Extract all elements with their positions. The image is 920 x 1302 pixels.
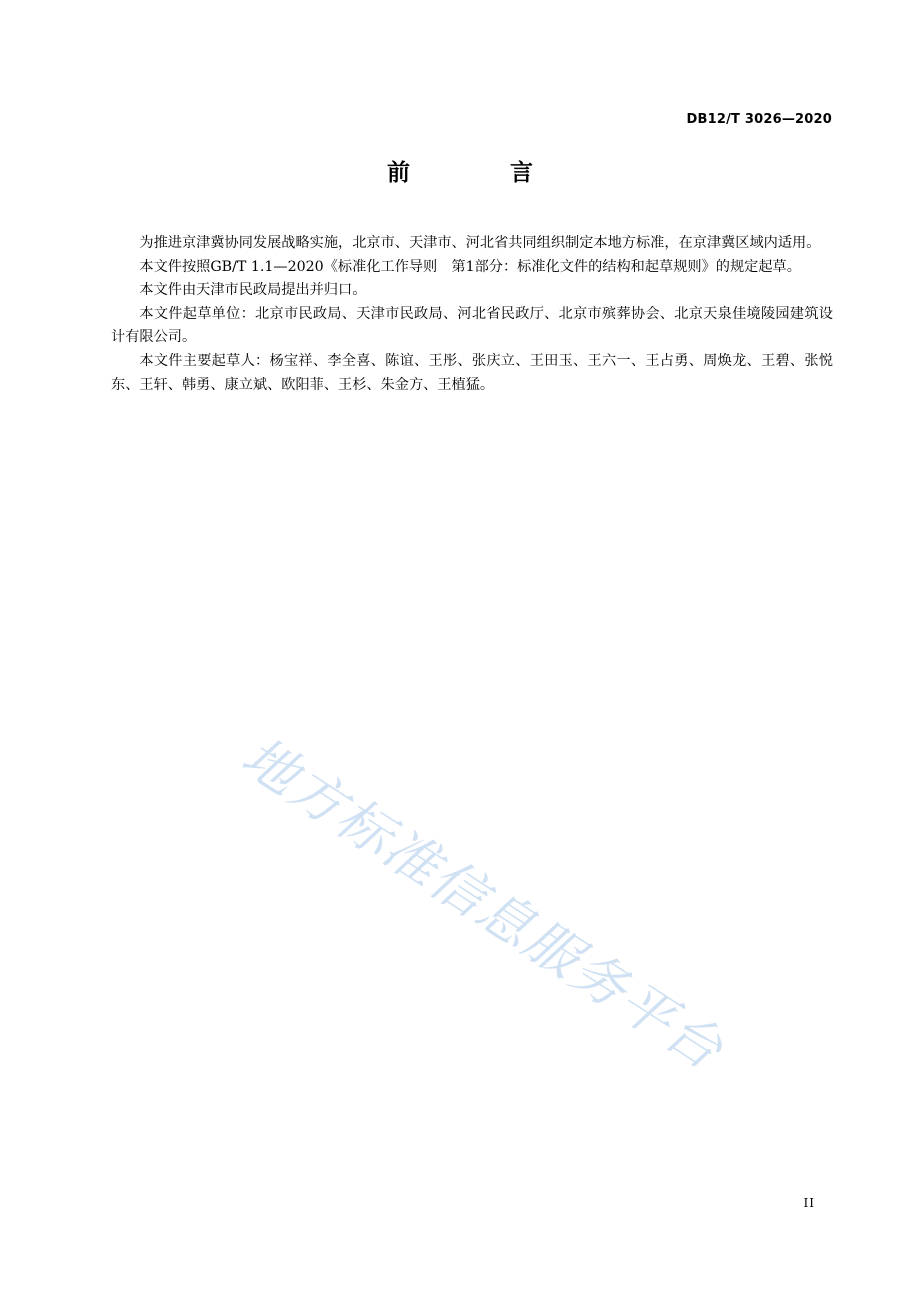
page-number: II — [803, 1196, 815, 1210]
paragraph-proposer: 本文件由天津市民政局提出并归口。 — [139, 282, 367, 299]
paragraph-scope: 为推进京津冀协同发展战略实施，北京市、天津市、河北省共同组织制定本地方标准，在京津冀区域内适用。 — [139, 235, 821, 251]
paragraph-drafting-units: 本文件起草单位：北京市民政局、天津市民政局、河北省民政厅、北京市殡葬协会、北京天泉佳境陵园建筑设计有限公司。 — [111, 305, 833, 346]
watermark: 地方标准信息服务平台 — [230, 724, 735, 1083]
paragraph-drafters: 本文件主要起草人：杨宝祥、李全喜、陈谊、王彤、张庆立、王田玉、王六一、王占勇、周焕龙、王碧、张悦东、王轩、韩勇、康立斌、欧阳菲、王杉、朱金方、王植猛。 — [111, 352, 833, 393]
document-number: DB12/T 3026—2020 — [686, 112, 832, 127]
page-title: 前 言 — [386, 160, 579, 186]
paragraph-drafting-rules: 本文件按照GB/T 1.1—2020《标准化工作导则 第1部分：标准化文件的结构和起草规则》的规定起草。 — [139, 258, 801, 275]
preface-body — [111, 232, 833, 397]
